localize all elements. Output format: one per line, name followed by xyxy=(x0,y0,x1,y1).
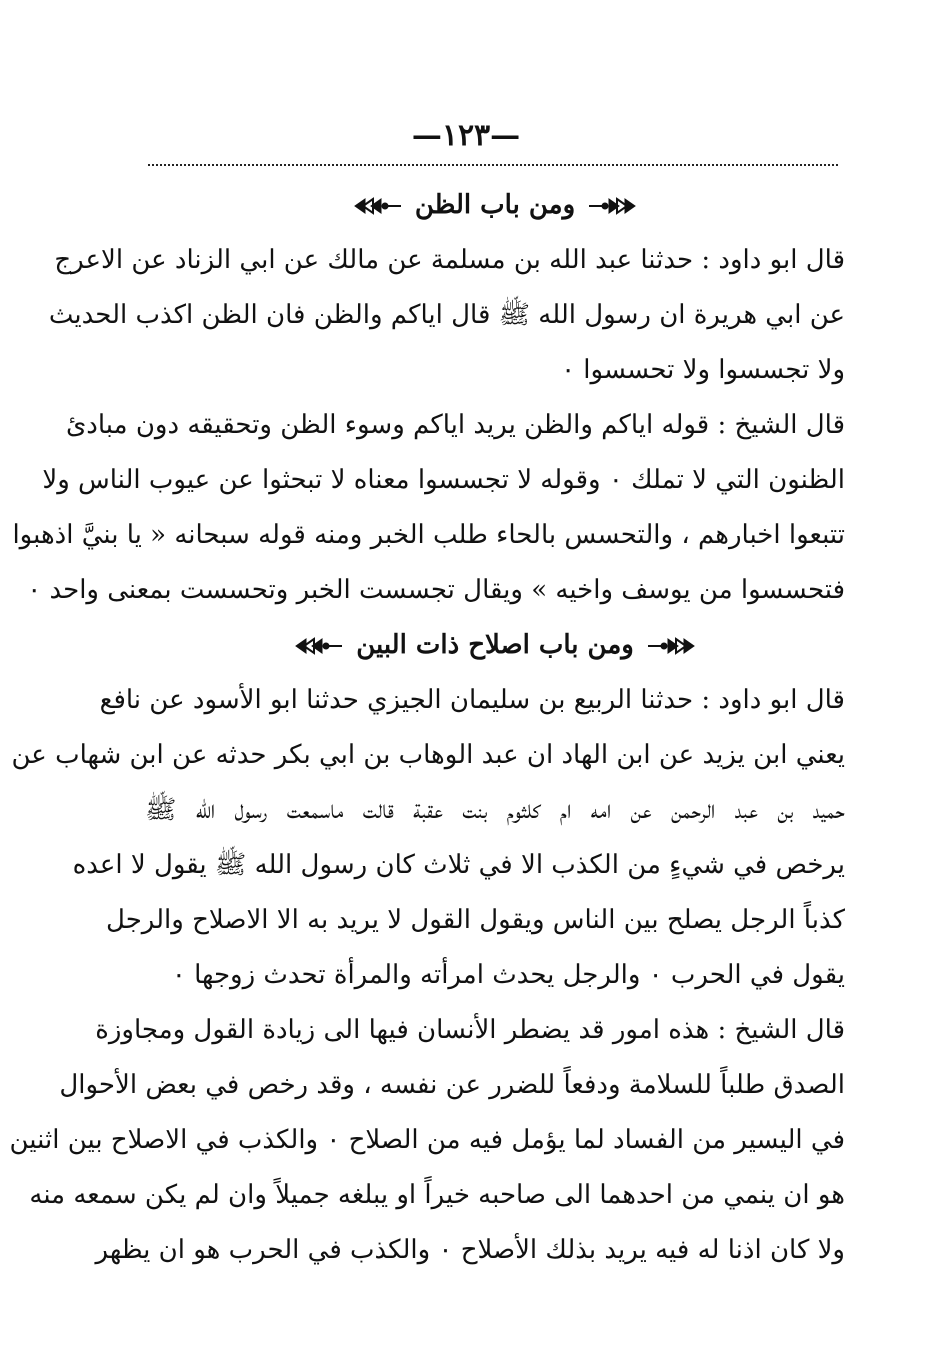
text-line: الظنون التي لا تملك ٠ وقوله لا تجسسوا معناه لا تبحثوا عن عيوب الناس ولا xyxy=(42,465,845,495)
text-line: يعني ابن يزيد عن ابن الهاد ان عبد الوهاب بن ابي بكر حدثه عن ابن شهاب عن xyxy=(11,740,845,770)
page-number: —١٢٣— xyxy=(411,118,521,153)
text-line: كذباً الرجل يصلح بين الناس ويقول القول لا يريد به الا الاصلاح والرجل xyxy=(106,905,845,935)
heading-ornament-icon xyxy=(589,196,635,216)
text-line: عن ابي هريرة ان رسول الله ﷺ قال اياكم والظن فان الظن اكذب الحديث xyxy=(48,300,845,330)
text-line: ولا تجسسوا ولا تحسسوا ٠ xyxy=(561,355,845,385)
section-heading xyxy=(145,618,845,673)
text-line: الصدق طلباً للسلامة ودفعاً للضرر عن نفسه ، وقد رخص في بعض الأحوال xyxy=(59,1070,845,1100)
page-body xyxy=(9,178,845,1278)
heading-ornament-icon xyxy=(296,636,342,656)
text-line: قال الشيخ : قوله اياكم والظن يريد اياكم وسوء الظن وتحقيقه دون مبادئ xyxy=(65,410,845,440)
text-line: قال ابو داود : حدثنا عبد الله بن مسلمة عن مالك عن ابي الزناد عن الاعرج xyxy=(54,245,845,275)
text-line: تتبعوا اخبارهم ، والتحسس بالحاء طلب الخبر ومنه قوله سبحانه « يا بنيَّ اذهبوا xyxy=(12,520,845,550)
text-line: يرخص في شيءٍ من الكذب الا في ثلاث كان رسول الله ﷺ يقول لا اعده xyxy=(72,850,845,880)
section-heading-text: ومن باب اصلاح ذات البين xyxy=(356,630,634,660)
heading-ornament-icon xyxy=(648,636,694,656)
text-line: فتحسسوا من يوسف واخيه » ويقال تجسست الخبر وتحسست بمعنى واحد ٠ xyxy=(27,575,845,605)
text-line: هو ان ينمي من احدهما الى صاحبه خيراً او يبلغه جميلاً وان لم يكن سمعه منه xyxy=(29,1180,845,1210)
text-line: ولا كان اذنا له فيه يريد بذلك الأصلاح ٠ والكذب في الحرب هو ان يظهر xyxy=(95,1235,845,1265)
text-line: حميد بن عبد الرحمن عن امه ام كلثوم بنت عقبة قالت ماسمعت رسول الله ﷺ xyxy=(145,795,845,825)
section-heading-text: ومن باب الظن xyxy=(414,190,576,220)
text-line: قال الشيخ : هذه امور قد يضطر الأنسان فيها الى زيادة القول ومجاوزة xyxy=(95,1015,845,1045)
top-rule xyxy=(148,164,838,166)
heading-ornament-icon xyxy=(355,196,401,216)
text-line: في اليسير من الفساد لما يؤمل فيه من الصلاح ٠ والكذب في الاصلاح بين اثنين xyxy=(9,1125,845,1155)
text-line: يقول في الحرب ٠ والرجل يحدث امرأته والمرأة تحدث زوجها ٠ xyxy=(171,960,845,990)
section-heading xyxy=(145,178,845,233)
text-line: قال ابو داود : حدثنا الربيع بن سليمان الجيزي حدثنا ابو الأسود عن نافع xyxy=(99,685,845,715)
